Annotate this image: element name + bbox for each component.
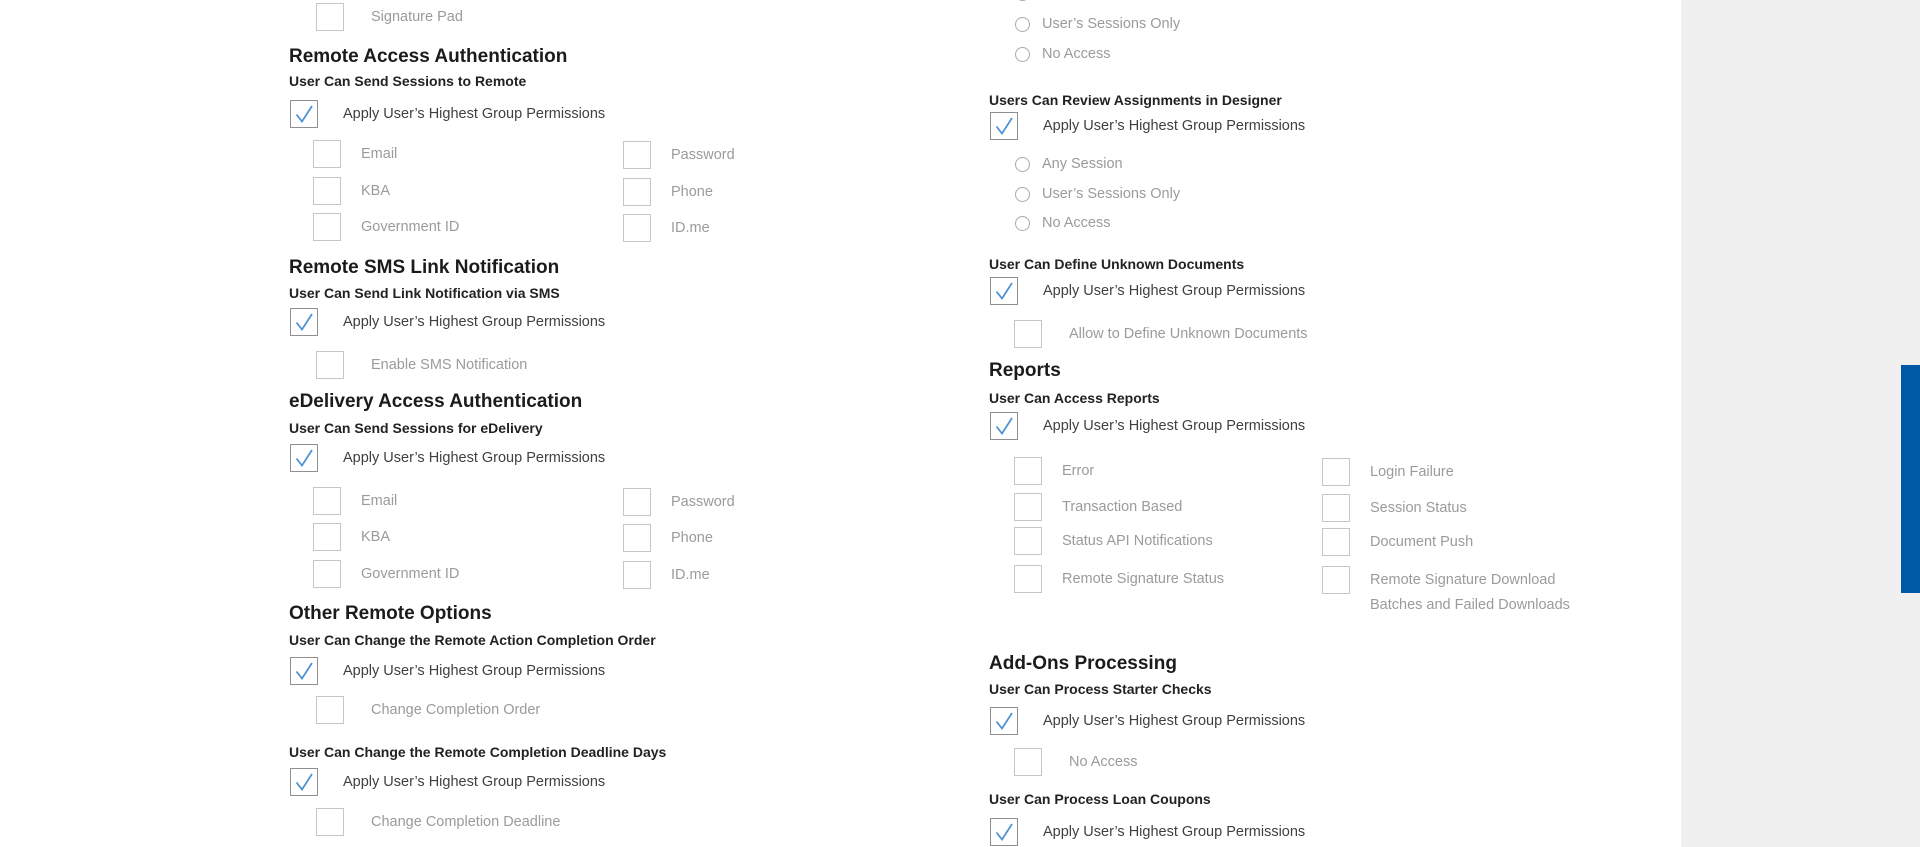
apply-permissions-checkbox-edelivery[interactable] <box>290 444 318 472</box>
section-title-remote-access: Remote Access Authentication <box>289 46 568 67</box>
any-session-label: Any Session <box>1042 156 1123 172</box>
apply-permissions-checkbox-deadline[interactable] <box>290 768 318 796</box>
remote-auth-phone-row <box>623 178 713 206</box>
sessions-only-radio-row-top <box>1015 15 1180 33</box>
apply-permissions-checkbox-starter[interactable] <box>990 707 1018 735</box>
apply-permissions-label: Apply User’s Highest Group Permissions <box>1043 283 1306 299</box>
apply-permissions-checkbox-reports[interactable] <box>990 412 1018 440</box>
report-status-api-checkbox[interactable] <box>1014 527 1042 555</box>
section-title-other-remote: Other Remote Options <box>289 603 492 624</box>
remote-auth-email-label: Email <box>361 146 398 162</box>
subtitle-change-completion-order: User Can Change the Remote Action Completion Order <box>289 632 656 648</box>
remote-auth-kba-row <box>313 177 390 205</box>
check-icon <box>991 413 1017 439</box>
remote-auth-phone-label: Phone <box>671 184 713 200</box>
scrollbar-thumb[interactable] <box>1901 365 1920 593</box>
no-access-radio[interactable] <box>1015 216 1030 231</box>
apply-permissions-label: Apply User’s Highest Group Permissions <box>1043 713 1306 729</box>
report-session-status-checkbox[interactable] <box>1322 494 1350 522</box>
report-document-push-checkbox[interactable] <box>1322 528 1350 556</box>
subtitle-send-link-sms: User Can Send Link Notification via SMS <box>289 285 560 301</box>
signature-pad-checkbox[interactable] <box>316 3 344 31</box>
report-remote-sig-download-checkbox[interactable] <box>1322 566 1350 594</box>
edelivery-password-checkbox[interactable] <box>623 488 651 516</box>
allow-define-label: Allow to Define Unknown Documents <box>1069 326 1308 342</box>
apply-permissions-label: Apply User’s Highest Group Permissions <box>343 774 606 790</box>
edelivery-govid-checkbox[interactable] <box>313 560 341 588</box>
apply-permissions-checkbox-remote[interactable] <box>290 100 318 128</box>
check-icon <box>291 445 317 471</box>
change-deadline-label: Change Completion Deadline <box>371 814 561 830</box>
apply-permissions-row-edelivery <box>290 444 605 472</box>
no-access-radio-row <box>1015 214 1111 232</box>
report-document-push-row <box>1322 528 1473 556</box>
report-session-status-label: Session Status <box>1370 500 1467 516</box>
enable-sms-label: Enable SMS Notification <box>371 357 528 373</box>
section-title-reports: Reports <box>989 360 1061 381</box>
edelivery-govid-row <box>313 560 459 588</box>
starter-no-access-label: No Access <box>1069 754 1138 770</box>
signature-pad-row <box>316 3 463 31</box>
apply-permissions-checkbox-review[interactable] <box>990 112 1018 140</box>
edelivery-password-label: Password <box>671 494 735 510</box>
report-remote-sig-download-row <box>1322 566 1585 618</box>
subtitle-send-sessions-remote: User Can Send Sessions to Remote <box>289 73 527 89</box>
no-access-radio-top[interactable] <box>1015 47 1030 62</box>
subtitle-change-deadline-days: User Can Change the Remote Completion Deadline Days <box>289 744 667 760</box>
edelivery-kba-row <box>313 523 390 551</box>
report-error-checkbox[interactable] <box>1014 457 1042 485</box>
remote-auth-email-row <box>313 140 397 168</box>
no-access-label: No Access <box>1042 46 1111 62</box>
check-icon <box>291 101 317 127</box>
subtitle-review-assignments: Users Can Review Assignments in Designer <box>989 92 1282 108</box>
subtitle-define-unknown: User Can Define Unknown Documents <box>989 256 1245 272</box>
report-transaction-row <box>1014 493 1182 521</box>
change-deadline-row <box>316 808 560 836</box>
apply-permissions-label: Apply User’s Highest Group Permissions <box>343 314 606 330</box>
check-icon <box>291 658 317 684</box>
report-login-failure-row <box>1322 458 1454 486</box>
section-title-edelivery: eDelivery Access Authentication <box>289 391 583 412</box>
remote-auth-kba-checkbox[interactable] <box>313 177 341 205</box>
report-remote-sig-status-row <box>1014 565 1224 593</box>
remote-auth-password-label: Password <box>671 147 735 163</box>
apply-permissions-checkbox-define[interactable] <box>990 277 1018 305</box>
apply-permissions-row-remote <box>290 100 605 128</box>
edelivery-govid-label: Government ID <box>361 566 460 582</box>
check-icon <box>991 278 1017 304</box>
edelivery-phone-label: Phone <box>671 530 713 546</box>
clipped-radio[interactable] <box>1015 0 1030 1</box>
remote-auth-idme-checkbox[interactable] <box>623 214 651 242</box>
allow-define-checkbox[interactable] <box>1014 320 1042 348</box>
edelivery-idme-checkbox[interactable] <box>623 561 651 589</box>
check-icon <box>991 113 1017 139</box>
report-remote-sig-download-label: Remote Signature Download Batches and Failed Downloads <box>1370 572 1570 613</box>
starter-no-access-row <box>1014 748 1138 776</box>
report-status-api-label: Status API Notifications <box>1062 533 1213 549</box>
remote-auth-phone-checkbox[interactable] <box>623 178 651 206</box>
check-icon <box>291 769 317 795</box>
change-order-checkbox[interactable] <box>316 696 344 724</box>
sessions-only-label: User’s Sessions Only <box>1042 16 1181 32</box>
report-remote-sig-status-checkbox[interactable] <box>1014 565 1042 593</box>
apply-permissions-checkbox-loan[interactable] <box>990 818 1018 846</box>
edelivery-email-row <box>313 487 397 515</box>
right-gutter-panel <box>1681 0 1920 847</box>
edelivery-email-checkbox[interactable] <box>313 487 341 515</box>
remote-auth-idme-label: ID.me <box>671 220 710 236</box>
report-login-failure-checkbox[interactable] <box>1322 458 1350 486</box>
report-status-api-row <box>1014 527 1213 555</box>
edelivery-idme-row <box>623 561 710 589</box>
apply-permissions-row-reports <box>990 412 1305 440</box>
remote-auth-kba-label: KBA <box>361 183 391 199</box>
change-order-label: Change Completion Order <box>371 702 541 718</box>
edelivery-idme-label: ID.me <box>671 567 710 583</box>
report-error-label: Error <box>1062 463 1095 479</box>
sessions-only-radio-row <box>1015 185 1180 203</box>
report-login-failure-label: Login Failure <box>1370 464 1454 480</box>
edelivery-phone-row <box>623 524 713 552</box>
check-icon <box>991 819 1017 845</box>
section-title-addons: Add-Ons Processing <box>989 653 1177 674</box>
apply-permissions-row-starter <box>990 707 1305 735</box>
apply-permissions-label: Apply User’s Highest Group Permissions <box>1043 824 1306 840</box>
sessions-only-radio-top[interactable] <box>1015 17 1030 32</box>
apply-permissions-row-define <box>990 277 1305 305</box>
edelivery-phone-checkbox[interactable] <box>623 524 651 552</box>
starter-no-access-checkbox[interactable] <box>1014 748 1042 776</box>
section-title-remote-sms: Remote SMS Link Notification <box>289 257 560 278</box>
apply-permissions-checkbox-order[interactable] <box>290 657 318 685</box>
apply-permissions-row-deadline <box>290 768 605 796</box>
any-session-radio-row <box>1015 155 1123 173</box>
report-remote-sig-status-label: Remote Signature Status <box>1062 571 1225 587</box>
subtitle-access-reports: User Can Access Reports <box>989 390 1160 406</box>
allow-define-row <box>1014 320 1308 348</box>
apply-permissions-label: Apply User’s Highest Group Permissions <box>1043 418 1306 434</box>
apply-permissions-row-order <box>290 657 605 685</box>
subtitle-loan-coupons: User Can Process Loan Coupons <box>989 791 1211 807</box>
change-order-row <box>316 696 540 724</box>
remote-auth-govid-label: Government ID <box>361 219 460 235</box>
apply-permissions-row-loan <box>990 818 1305 846</box>
check-icon <box>991 708 1017 734</box>
apply-permissions-label: Apply User’s Highest Group Permissions <box>343 106 606 122</box>
remote-auth-idme-row <box>623 214 710 242</box>
apply-permissions-row-sms <box>290 308 605 336</box>
any-session-radio[interactable] <box>1015 157 1030 172</box>
enable-sms-row <box>316 351 527 379</box>
remote-auth-password-row <box>623 141 735 169</box>
remote-auth-email-checkbox[interactable] <box>313 140 341 168</box>
edelivery-password-row <box>623 488 735 516</box>
apply-permissions-row-review <box>990 112 1305 140</box>
sessions-only-radio[interactable] <box>1015 187 1030 202</box>
enable-sms-checkbox[interactable] <box>316 351 344 379</box>
sessions-only-label: User’s Sessions Only <box>1042 186 1181 202</box>
remote-auth-password-checkbox[interactable] <box>623 141 651 169</box>
report-transaction-label: Transaction Based <box>1062 499 1183 515</box>
no-access-label: No Access <box>1042 215 1111 231</box>
edelivery-kba-checkbox[interactable] <box>313 523 341 551</box>
report-session-status-row <box>1322 494 1467 522</box>
edelivery-kba-label: KBA <box>361 529 391 545</box>
apply-permissions-label: Apply User’s Highest Group Permissions <box>343 450 606 466</box>
subtitle-starter-checks: User Can Process Starter Checks <box>989 681 1212 697</box>
report-error-row <box>1014 457 1094 485</box>
subtitle-send-sessions-edelivery: User Can Send Sessions for eDelivery <box>289 420 543 436</box>
check-icon <box>291 309 317 335</box>
apply-permissions-checkbox-sms[interactable] <box>290 308 318 336</box>
remote-auth-govid-row <box>313 213 459 241</box>
no-access-radio-row-top <box>1015 45 1111 63</box>
apply-permissions-label: Apply User’s Highest Group Permissions <box>343 663 606 679</box>
remote-auth-govid-checkbox[interactable] <box>313 213 341 241</box>
edelivery-email-label: Email <box>361 493 398 509</box>
signature-pad-label: Signature Pad <box>371 9 463 25</box>
report-document-push-label: Document Push <box>1370 534 1474 550</box>
clipped-radio-row <box>1015 0 1030 1</box>
change-deadline-checkbox[interactable] <box>316 808 344 836</box>
report-transaction-checkbox[interactable] <box>1014 493 1042 521</box>
apply-permissions-label: Apply User’s Highest Group Permissions <box>1043 118 1306 134</box>
